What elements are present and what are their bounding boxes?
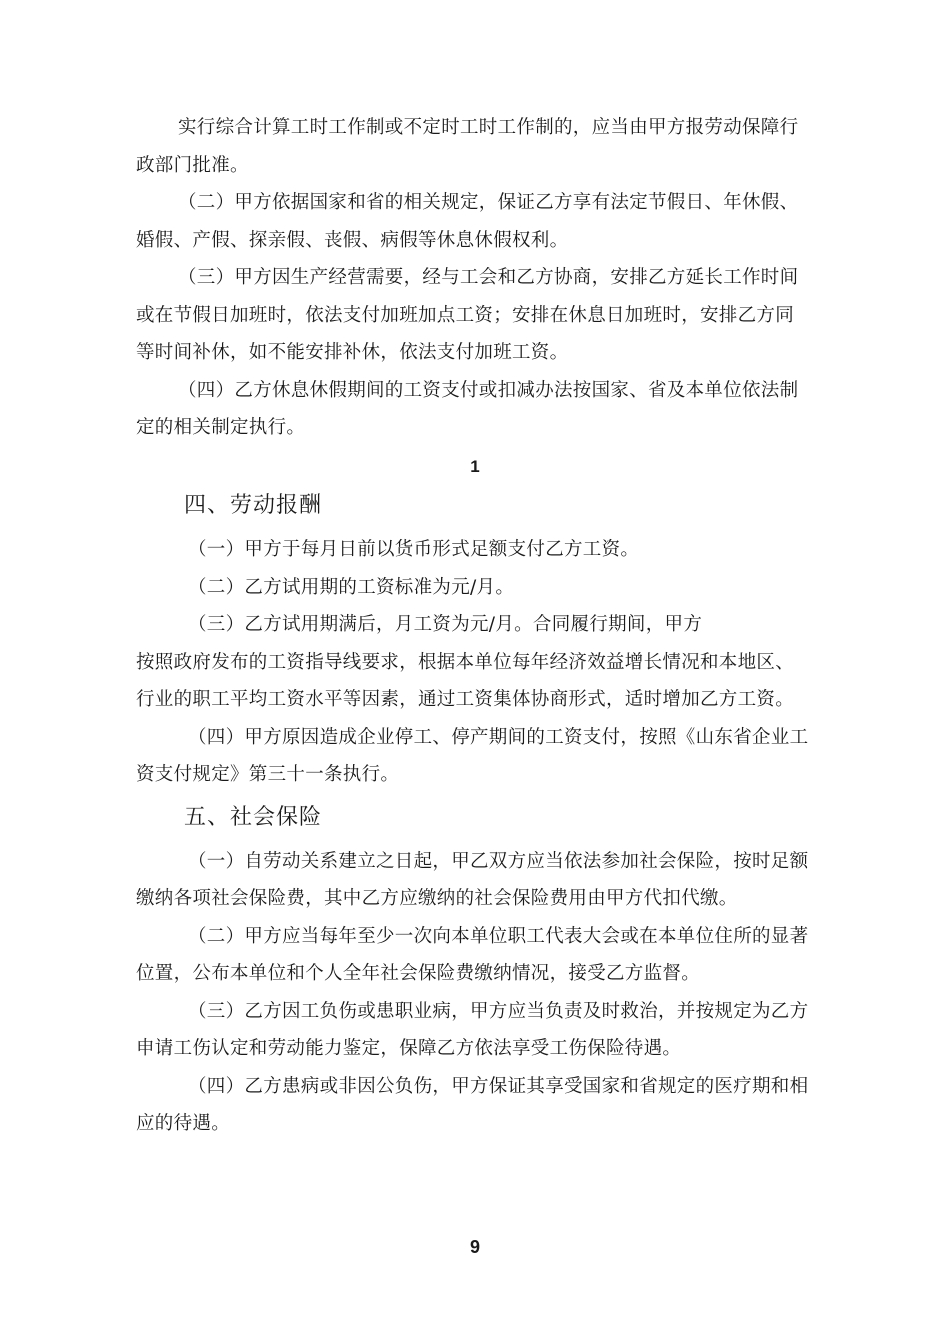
paragraph-line: （二）甲方应当每年至少一次向本单位职工代表大会或在本单位住所的显著 bbox=[188, 926, 809, 947]
paragraph-line: 缴纳各项社会保险费，其中乙方应缴纳的社会保险费用由甲方代扣代缴。 bbox=[136, 888, 738, 909]
paragraph-line: 婚假、产假、探亲假、丧假、病假等休息休假权利。 bbox=[136, 230, 569, 251]
paragraph-line: 申请工伤认定和劳动能力鉴定，保障乙方依法享受工伤保险待遇。 bbox=[136, 1038, 682, 1059]
paragraph-line: 定的相关制定执行。 bbox=[136, 417, 306, 438]
paragraph-line: 等时间补休，如不能安排补休，依法支付加班工资。 bbox=[136, 342, 569, 363]
paragraph-line: 或在节假日加班时，依法支付加班加点工资；安排在休息日加班时，安排乙方同 bbox=[136, 305, 795, 326]
paragraph-line: （二）甲方依据国家和省的相关规定，保证乙方享有法定节假日、年休假、 bbox=[178, 192, 799, 213]
paragraph-line: 应的待遇。 bbox=[136, 1113, 231, 1134]
inline-page-number: 1 bbox=[470, 457, 480, 476]
paragraph-line: （四）乙方休息休假期间的工资支付或扣减办法按国家、省及本单位依法制 bbox=[178, 380, 799, 401]
paragraph-line: 政部门批准。 bbox=[136, 155, 249, 176]
paragraph-line: 按照政府发布的工资指导线要求，根据本单位每年经济效益增长情况和本地区、 bbox=[136, 652, 795, 673]
paragraph-line: （三）乙方因工负伤或患职业病，甲方应当负责及时救治，并按规定为乙方 bbox=[188, 1001, 809, 1022]
section-heading: 四、劳动报酬 bbox=[184, 493, 323, 518]
paragraph-line: （一）甲方于每月日前以货币形式足额支付乙方工资。 bbox=[188, 539, 640, 560]
paragraph-line: 位置，公布本单位和个人全年社会保险费缴纳情况，接受乙方监督。 bbox=[136, 963, 701, 984]
footer-page-number: 9 bbox=[469, 1237, 480, 1257]
paragraph-line: 实行综合计算工时工作制或不定时工时工作制的，应当由甲方报劳动保障行 bbox=[178, 117, 799, 138]
paragraph-line: （四）甲方原因造成企业停工、停产期间的工资支付，按照《山东省企业工 bbox=[188, 727, 809, 748]
paragraph-line: 行业的职工平均工资水平等因素，通过工资集体协商形式，适时增加乙方工资。 bbox=[136, 689, 795, 710]
paragraph-line: 资支付规定》第三十一条执行。 bbox=[136, 764, 400, 785]
paragraph-line: （三）乙方试用期满后，月工资为元/月。合同履行期间，甲方 bbox=[188, 614, 703, 635]
paragraph-line: （二）乙方试用期的工资标准为元/月。 bbox=[188, 577, 515, 598]
section-heading: 五、社会保险 bbox=[184, 805, 323, 830]
paragraph-line: （四）乙方患病或非因公负伤，甲方保证其享受国家和省规定的医疗期和相 bbox=[188, 1076, 809, 1097]
paragraph-line: （一）自劳动关系建立之日起，甲乙双方应当依法参加社会保险，按时足额 bbox=[188, 851, 809, 872]
paragraph-line: （三）甲方因生产经营需要，经与工会和乙方协商，安排乙方延长工作时间 bbox=[178, 267, 799, 288]
